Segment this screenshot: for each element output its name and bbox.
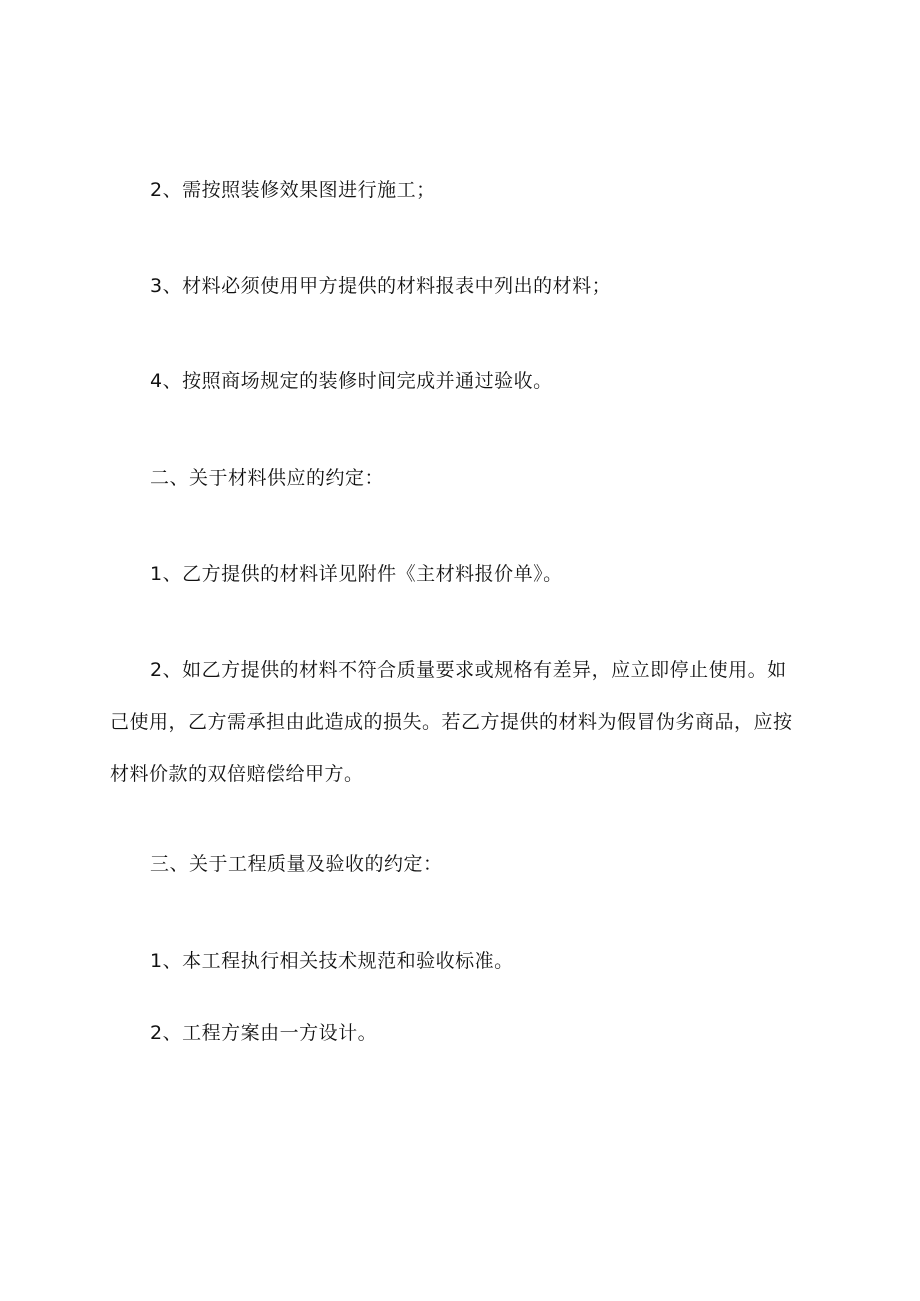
clause-4-acceptance: 4、按照商场规定的装修时间完成并通过验收。 xyxy=(150,370,553,392)
section-2-clause-2 xyxy=(110,644,810,800)
section-3-heading: 三、关于工程质量及验收的约定： xyxy=(150,853,443,875)
paragraph-line-1: 2、如乙方提供的材料不符合质量要求或规格有差异，应立即停止使用。如 xyxy=(150,659,787,681)
section-2-heading: 二、关于材料供应的约定： xyxy=(150,467,385,489)
clause-2-construction: 2、需按照装修效果图进行施工； xyxy=(150,179,436,201)
clause-3-materials: 3、材料必须使用甲方提供的材料报表中列出的材料； xyxy=(150,275,612,297)
section-2-clause-1: 1、乙方提供的材料详见附件《主材料报价单》。 xyxy=(150,563,563,585)
section-3-clause-1: 1、本工程执行相关技术规范和验收标准。 xyxy=(150,950,514,972)
paragraph-line-3: 材料价款的双倍赔偿给甲方。 xyxy=(110,763,364,785)
section-3-clause-2: 2、工程方案由一方设计。 xyxy=(150,1022,378,1044)
paragraph-line-2: 己使用，乙方需承担由此造成的损失。若乙方提供的材料为假冒伪劣商品，应按 xyxy=(110,711,793,733)
